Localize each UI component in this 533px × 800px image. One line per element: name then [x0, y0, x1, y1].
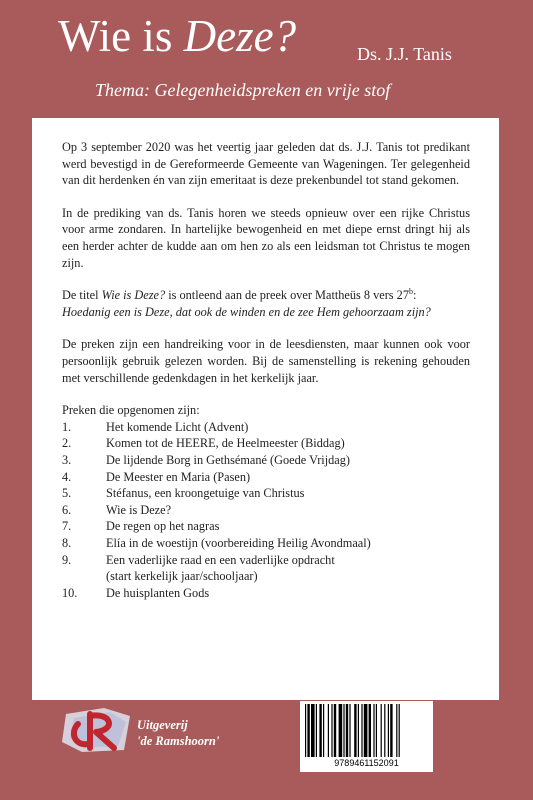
- blurb-paragraph-2: In de prediking van ds. Tanis horen we steeds opnieuw over een rijke Christus voor arme zondaren. In hartelijke bewogenheid en met diepe ernst dringt hij als een herder achter de kudde aan om hen zo als een leidsman tot Christus te mogen zijn.: [62, 205, 470, 270]
- isbn-number: 9789461152091: [334, 758, 399, 768]
- barcode-bar: [361, 704, 362, 757]
- barcode-bar: [311, 704, 315, 757]
- barcode-bar: [399, 704, 400, 757]
- barcode-bar: [343, 704, 344, 757]
- barcode-bar: [373, 704, 374, 757]
- sermon-title: Elía in de woestijn (voorbereiding Heilig Avondmaal): [106, 535, 371, 550]
- title-origin-prefix: De titel: [62, 288, 102, 303]
- book-title: [58, 11, 297, 61]
- blurb-paragraph-3: [62, 287, 470, 320]
- sermon-title: Het komende Licht (Advent): [106, 419, 249, 434]
- sermon-title: De Meester en Maria (Pasen): [106, 469, 251, 484]
- sermon-list-item: [62, 502, 470, 519]
- barcode-bar: [396, 704, 397, 757]
- sermon-list: [62, 419, 470, 602]
- sermon-list-item: [62, 435, 470, 452]
- title-origin-middle: is ontleend aan de preek over Mattheüs 8 vers 27: [165, 288, 409, 303]
- barcode-bar: [364, 704, 368, 757]
- barcode-bar: [307, 704, 309, 757]
- barcode-bar: [346, 704, 348, 757]
- sermon-title: De regen op het nagras: [106, 519, 220, 534]
- sermon-number: 10.: [62, 585, 78, 600]
- blurb-paragraph-1: Op 3 september 2020 was het veertig jaar geleden dat ds. J.J. Tanis tot predikant werd bevestigd in de Gereformeerde Gemeente van Wageningen. Ter gelegenheid van dit herdenken én van zijn emeritaat is deze prekenbundel tot stand gekomen.: [62, 140, 470, 188]
- sermon-list-item: [62, 552, 470, 585]
- sermon-title: De lijdende Borg in Gethsémané (Goede Vrijdag): [106, 453, 350, 467]
- sermon-number: 6.: [62, 502, 72, 517]
- barcode-bar: [305, 704, 306, 757]
- title-origin-colon: :: [412, 288, 417, 303]
- sermon-list-item: [62, 452, 470, 469]
- bible-quote: Hoedanig een is Deze, dat ook de winden en de zee Hem gehoorzaam zijn?: [62, 304, 431, 319]
- barcode-bar: [384, 704, 385, 757]
- sermon-number: 5.: [62, 486, 72, 501]
- verse-superscript: b: [408, 287, 413, 297]
- barcode-bar: [381, 704, 382, 757]
- sermon-title: [106, 552, 470, 585]
- sermon-number: 1.: [62, 419, 72, 434]
- sermon-list-item: [62, 518, 470, 535]
- book-title-italic: Deze?: [183, 11, 297, 61]
- barcode-bar: [319, 704, 321, 757]
- blurb-paragraph-4: De preken zijn een handreiking voor in de leesdiensten, maar kunnen ook voor persoonlijk gebruik gelezen worden. Bij de samenstelling is rekening gehouden met verschillende gedenkdagen in het kerkelijk jaar.: [62, 337, 470, 385]
- sermon-list-item: [62, 585, 470, 602]
- sermon-list-item: [62, 535, 470, 552]
- barcode-bar: [358, 704, 359, 757]
- publisher-name-line-2: 'de Ramshoorn': [137, 733, 220, 748]
- barcode-bar: [316, 704, 317, 757]
- sermon-title: Komen tot de HEERE, de Heelmeester (Biddag): [106, 436, 345, 451]
- barcode-bar: [349, 704, 350, 757]
- barcode-bar: [334, 704, 336, 757]
- sermon-list-item: [62, 419, 470, 436]
- sermon-number: 8.: [62, 535, 72, 550]
- sermon-list-item: [62, 485, 470, 502]
- sermon-number: 9.: [62, 552, 72, 567]
- publisher-name: [137, 718, 219, 749]
- barcode-bars: [304, 704, 429, 757]
- barcode-bar: [328, 704, 329, 757]
- author-name: Ds. J.J. Tanis: [357, 44, 452, 64]
- barcode-bar: [354, 704, 356, 757]
- sermon-list-heading: Preken die opgenomen zijn:: [62, 403, 200, 418]
- sermon-title: De huisplanten Gods: [106, 585, 210, 600]
- book-title-prefix: Wie is: [58, 11, 184, 61]
- barcode-bar: [376, 704, 377, 757]
- ramshoorn-logo-icon: [60, 702, 132, 754]
- sermon-number: 3.: [62, 453, 72, 467]
- sermon-number: 2.: [62, 436, 72, 451]
- publisher-logo: [60, 702, 270, 762]
- barcode-bar: [388, 704, 389, 757]
- barcode-bar: [323, 704, 324, 757]
- sermon-title: Wie is Deze?: [106, 502, 172, 517]
- sermon-number: 7.: [62, 519, 72, 534]
- blurb-content: [62, 139, 470, 601]
- sermon-list-item: [62, 469, 470, 486]
- title-origin-italic-title: Wie is Deze?: [101, 288, 166, 303]
- sermon-title: Stéfanus, een kroongetuige van Christus: [106, 486, 305, 501]
- book-theme: Thema: Gelegenheidspreken en vrije stof: [95, 80, 391, 100]
- barcode-bar: [339, 704, 343, 757]
- sermon-title-line-2: (start kerkelijk jaar/schooljaar): [106, 569, 258, 584]
- back-cover-text-panel: [32, 118, 499, 700]
- sermon-number: 4.: [62, 469, 72, 484]
- barcode-bar: [331, 704, 332, 757]
- sermon-title-line-1: Een vaderlijke raad en een vaderlijke opdracht: [106, 552, 335, 567]
- barcode-bar: [369, 704, 371, 757]
- isbn-barcode: [300, 701, 433, 772]
- barcode-bar: [390, 704, 392, 757]
- publisher-name-line-1: Uitgeverij: [137, 718, 188, 732]
